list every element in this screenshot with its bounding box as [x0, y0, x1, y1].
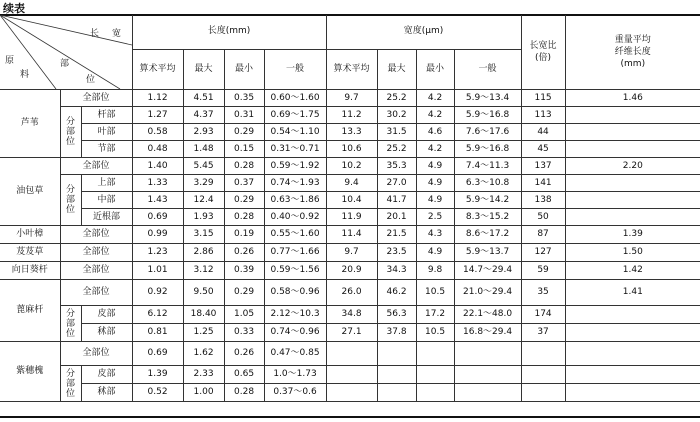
length-general: 1.0～1.73 — [264, 366, 326, 384]
width-general-header: 一般 — [454, 49, 521, 89]
length-min: 0.28 — [224, 158, 264, 175]
length-max: 3.12 — [183, 262, 224, 280]
length-general: 0.59～1.56 — [264, 262, 326, 280]
width-max: 25.2 — [377, 90, 416, 107]
aspect-ratio: 137 — [521, 158, 565, 175]
fen-char: 分 — [65, 368, 75, 379]
part-cell: 秫部 — [81, 324, 132, 342]
table-row — [0, 141, 700, 158]
bu-char: 部 — [65, 195, 75, 205]
part-cell: 杆部 — [81, 107, 132, 124]
width-general — [454, 342, 521, 366]
aspect-header-line2: (倍) — [535, 53, 552, 63]
width-general: 8.3～15.2 — [454, 209, 521, 226]
table-row — [0, 280, 700, 306]
length-min: 0.29 — [224, 280, 264, 306]
width-max: 20.1 — [377, 209, 416, 226]
length-mean: 0.69 — [132, 342, 183, 366]
width-max: 25.2 — [377, 141, 416, 158]
length-max: 1.48 — [183, 141, 224, 158]
part-cell: 秫部 — [81, 384, 132, 402]
width-general: 14.7～29.4 — [454, 262, 521, 280]
width-min: 4.9 — [416, 158, 454, 175]
length-mean: 1.43 — [132, 192, 183, 209]
width-general: 22.1～48.0 — [454, 306, 521, 324]
length-min: 0.29 — [224, 124, 264, 141]
part-cell: 叶部 — [81, 124, 132, 141]
length-general: 2.12～10.3 — [264, 306, 326, 324]
table-row — [0, 262, 700, 280]
length-min: 0.35 — [224, 90, 264, 107]
sub-part-label — [60, 175, 81, 226]
material-cell: 小叶樟 — [0, 226, 60, 244]
weight-length-header — [565, 15, 700, 90]
width-general: 21.0～29.4 — [454, 280, 521, 306]
width-mean: 20.9 — [326, 262, 377, 280]
material-cell: 油包草 — [0, 158, 60, 226]
width-min: 4.6 — [416, 124, 454, 141]
width-general: 5.9～13.4 — [454, 90, 521, 107]
weight-length — [565, 342, 700, 366]
length-min: 0.31 — [224, 107, 264, 124]
width-min: 4.3 — [416, 226, 454, 244]
aspect-ratio: 59 — [521, 262, 565, 280]
length-general: 0.59～1.92 — [264, 158, 326, 175]
width-mean: 13.3 — [326, 124, 377, 141]
material-cell: 芦苇 — [0, 90, 60, 158]
width-mean — [326, 342, 377, 366]
wei-char: 位 — [65, 388, 75, 399]
length-min: 0.39 — [224, 262, 264, 280]
sub-part-label — [60, 366, 81, 402]
table-row — [0, 107, 700, 124]
aspect-ratio: 174 — [521, 306, 565, 324]
aspect-ratio: 37 — [521, 324, 565, 342]
length-mean: 0.48 — [132, 141, 183, 158]
part-cell: 皮部 — [81, 306, 132, 324]
length-max: 5.45 — [183, 158, 224, 175]
diag-label-wei: 位 — [86, 75, 96, 85]
diag-label-yuan: 原 — [5, 56, 15, 66]
width-min: 10.5 — [416, 280, 454, 306]
length-max: 2.33 — [183, 366, 224, 384]
width-min — [416, 384, 454, 402]
width-general — [454, 366, 521, 384]
length-mean: 1.27 — [132, 107, 183, 124]
weight-header-line2: 纤维长度 — [614, 47, 651, 57]
aspect-header-line1: 长宽比 — [529, 41, 557, 51]
weight-length: 1.42 — [565, 262, 700, 280]
length-general-header: 一般 — [264, 49, 326, 89]
part-cell: 上部 — [81, 175, 132, 192]
width-max: 23.5 — [377, 244, 416, 262]
width-max — [377, 366, 416, 384]
length-mean: 1.12 — [132, 90, 183, 107]
width-general — [454, 384, 521, 402]
weight-length: 2.20 — [565, 158, 700, 175]
length-mean: 1.23 — [132, 244, 183, 262]
length-general: 0.31～0.71 — [264, 141, 326, 158]
wei-char: 位 — [65, 137, 75, 147]
length-mean: 0.99 — [132, 226, 183, 244]
aspect-ratio: 115 — [521, 90, 565, 107]
aspect-ratio: 35 — [521, 280, 565, 306]
width-mean: 27.1 — [326, 324, 377, 342]
weight-length: 1.41 — [565, 280, 700, 306]
part-cell: 全部位 — [60, 90, 132, 107]
width-general: 7.6～17.6 — [454, 124, 521, 141]
material-cell: 芨芨草 — [0, 244, 60, 262]
table-row — [0, 158, 700, 175]
part-cell: 全部位 — [60, 158, 132, 175]
width-general: 5.9～16.8 — [454, 107, 521, 124]
aspect-ratio: 50 — [521, 209, 565, 226]
part-cell: 节部 — [81, 141, 132, 158]
width-min: 2.5 — [416, 209, 454, 226]
width-min: 10.5 — [416, 324, 454, 342]
length-mean: 0.52 — [132, 384, 183, 402]
table-row — [0, 342, 700, 366]
part-cell: 近根部 — [81, 209, 132, 226]
width-mean — [326, 384, 377, 402]
length-mean: 0.58 — [132, 124, 183, 141]
length-mean: 1.01 — [132, 262, 183, 280]
width-max: 34.3 — [377, 262, 416, 280]
weight-length: 1.50 — [565, 244, 700, 262]
width-general: 5.9～13.7 — [454, 244, 521, 262]
length-max: 1.00 — [183, 384, 224, 402]
bu-char: 部 — [65, 378, 75, 389]
length-mean-header: 算术平均 — [132, 49, 183, 89]
length-min: 0.33 — [224, 324, 264, 342]
width-general: 8.6～17.2 — [454, 226, 521, 244]
width-mean: 10.4 — [326, 192, 377, 209]
fen-char: 分 — [65, 117, 75, 127]
weight-length — [565, 209, 700, 226]
diag-label-chang: 长 — [90, 29, 100, 39]
length-min: 0.29 — [224, 192, 264, 209]
width-min: 4.9 — [416, 244, 454, 262]
wei-char: 位 — [65, 328, 75, 339]
width-general: 6.3～10.8 — [454, 175, 521, 192]
length-min: 0.26 — [224, 244, 264, 262]
weight-length — [565, 124, 700, 141]
table-row — [0, 209, 700, 226]
length-min: 1.05 — [224, 306, 264, 324]
width-max-header: 最大 — [377, 49, 416, 89]
length-group-header: 长度(mm) — [132, 15, 326, 49]
width-min: 4.2 — [416, 141, 454, 158]
length-max: 12.4 — [183, 192, 224, 209]
diag-label-kuan: 宽 — [112, 29, 122, 39]
width-max: 31.5 — [377, 124, 416, 141]
material-cell: 蓖麻杆 — [0, 280, 60, 342]
width-max — [377, 384, 416, 402]
length-mean: 1.39 — [132, 366, 183, 384]
width-general: 16.8～29.4 — [454, 324, 521, 342]
aspect-ratio: 87 — [521, 226, 565, 244]
width-max: 46.2 — [377, 280, 416, 306]
length-max: 3.15 — [183, 226, 224, 244]
length-general: 0.69～1.75 — [264, 107, 326, 124]
width-max: 37.8 — [377, 324, 416, 342]
width-mean: 9.4 — [326, 175, 377, 192]
length-general: 0.40～0.92 — [264, 209, 326, 226]
weight-length — [565, 384, 700, 402]
aspect-ratio: 127 — [521, 244, 565, 262]
length-general: 0.55～1.60 — [264, 226, 326, 244]
width-general: 5.9～14.2 — [454, 192, 521, 209]
width-mean: 11.9 — [326, 209, 377, 226]
aspect-ratio: 141 — [521, 175, 565, 192]
width-mean: 11.4 — [326, 226, 377, 244]
length-max: 1.25 — [183, 324, 224, 342]
length-min: 0.19 — [224, 226, 264, 244]
width-max: 21.5 — [377, 226, 416, 244]
length-min: 0.28 — [224, 209, 264, 226]
diag-label-bu: 部 — [60, 59, 70, 69]
width-min: 4.9 — [416, 192, 454, 209]
length-mean: 0.69 — [132, 209, 183, 226]
length-min-header: 最小 — [224, 49, 264, 89]
length-max: 2.86 — [183, 244, 224, 262]
width-max: 30.2 — [377, 107, 416, 124]
width-max: 35.3 — [377, 158, 416, 175]
table-row — [0, 366, 700, 384]
weight-length — [565, 175, 700, 192]
table-row — [0, 306, 700, 324]
length-mean: 0.92 — [132, 280, 183, 306]
width-min — [416, 366, 454, 384]
length-max-header: 最大 — [183, 49, 224, 89]
part-cell: 全部位 — [60, 342, 132, 366]
weight-length — [565, 141, 700, 158]
width-max: 56.3 — [377, 306, 416, 324]
width-max: 41.7 — [377, 192, 416, 209]
width-min: 9.8 — [416, 262, 454, 280]
length-general: 0.60～1.60 — [264, 90, 326, 107]
table-row — [0, 324, 700, 342]
width-max — [377, 342, 416, 366]
aspect-ratio: 113 — [521, 107, 565, 124]
length-max: 4.51 — [183, 90, 224, 107]
aspect-ratio: 45 — [521, 141, 565, 158]
length-min: 0.65 — [224, 366, 264, 384]
table-title: 续表 — [3, 2, 25, 15]
table-row — [0, 192, 700, 209]
width-mean: 10.2 — [326, 158, 377, 175]
width-mean: 9.7 — [326, 90, 377, 107]
length-general: 0.54～1.10 — [264, 124, 326, 141]
length-min: 0.15 — [224, 141, 264, 158]
material-cell: 向日葵杆 — [0, 262, 60, 280]
length-max: 4.37 — [183, 107, 224, 124]
weight-length — [565, 306, 700, 324]
length-max: 2.93 — [183, 124, 224, 141]
part-cell: 全部位 — [60, 262, 132, 280]
sub-part-label — [60, 107, 81, 158]
aspect-ratio: 138 — [521, 192, 565, 209]
length-min: 0.37 — [224, 175, 264, 192]
weight-length — [565, 107, 700, 124]
width-mean: 26.0 — [326, 280, 377, 306]
length-mean: 0.81 — [132, 324, 183, 342]
width-min-header: 最小 — [416, 49, 454, 89]
weight-header-line1: 重量平均 — [614, 35, 651, 45]
width-mean-header: 算术平均 — [326, 49, 377, 89]
width-general: 7.4～11.3 — [454, 158, 521, 175]
length-mean: 1.33 — [132, 175, 183, 192]
wei-char: 位 — [65, 205, 75, 215]
width-mean: 34.8 — [326, 306, 377, 324]
sub-part-label — [60, 306, 81, 342]
part-cell: 皮部 — [81, 366, 132, 384]
width-min: 4.2 — [416, 90, 454, 107]
length-general: 0.63～1.86 — [264, 192, 326, 209]
table-row — [0, 244, 700, 262]
width-general: 5.9～16.8 — [454, 141, 521, 158]
width-min: 4.9 — [416, 175, 454, 192]
part-cell: 全部位 — [60, 226, 132, 244]
length-general: 0.58～0.96 — [264, 280, 326, 306]
aspect-ratio — [521, 366, 565, 384]
length-max: 1.93 — [183, 209, 224, 226]
part-cell: 中部 — [81, 192, 132, 209]
width-mean — [326, 366, 377, 384]
length-general: 0.74～1.93 — [264, 175, 326, 192]
width-mean: 11.2 — [326, 107, 377, 124]
length-general: 0.77～1.66 — [264, 244, 326, 262]
length-mean: 6.12 — [132, 306, 183, 324]
bu-char: 部 — [65, 127, 75, 137]
length-min: 0.26 — [224, 342, 264, 366]
part-cell: 全部位 — [60, 280, 132, 306]
fen-char: 分 — [65, 308, 75, 319]
length-general: 0.47～0.85 — [264, 342, 326, 366]
fen-char: 分 — [65, 185, 75, 195]
width-min — [416, 342, 454, 366]
diagonal-header-cell — [0, 15, 132, 90]
length-max: 18.40 — [183, 306, 224, 324]
length-mean: 1.40 — [132, 158, 183, 175]
weight-length — [565, 366, 700, 384]
bu-char: 部 — [65, 318, 75, 329]
weight-header-line3: (mm) — [620, 59, 646, 69]
length-general: 0.74～0.96 — [264, 324, 326, 342]
width-mean: 10.6 — [326, 141, 377, 158]
aspect-ratio — [521, 342, 565, 366]
weight-length: 1.39 — [565, 226, 700, 244]
table-row — [0, 226, 700, 244]
length-min: 0.28 — [224, 384, 264, 402]
width-mean: 9.7 — [326, 244, 377, 262]
length-max: 3.29 — [183, 175, 224, 192]
table-row — [0, 384, 700, 402]
length-max: 1.62 — [183, 342, 224, 366]
weight-length — [565, 192, 700, 209]
diag-label-liao: 料 — [20, 70, 30, 80]
fiber-data-table — [0, 15, 700, 402]
width-group-header: 宽度(μm) — [326, 15, 521, 49]
part-cell: 全部位 — [60, 244, 132, 262]
width-min: 17.2 — [416, 306, 454, 324]
weight-length — [565, 324, 700, 342]
length-max: 9.50 — [183, 280, 224, 306]
table-row — [0, 90, 700, 107]
aspect-ratio-header — [521, 15, 565, 90]
length-general: 0.37～0.6 — [264, 384, 326, 402]
aspect-ratio — [521, 384, 565, 402]
weight-length: 1.46 — [565, 90, 700, 107]
table-row — [0, 124, 700, 141]
width-max: 27.0 — [377, 175, 416, 192]
aspect-ratio: 44 — [521, 124, 565, 141]
table-row — [0, 175, 700, 192]
width-min: 4.2 — [416, 107, 454, 124]
material-cell: 紫穗槐 — [0, 342, 60, 402]
bottom-rule — [0, 416, 700, 418]
